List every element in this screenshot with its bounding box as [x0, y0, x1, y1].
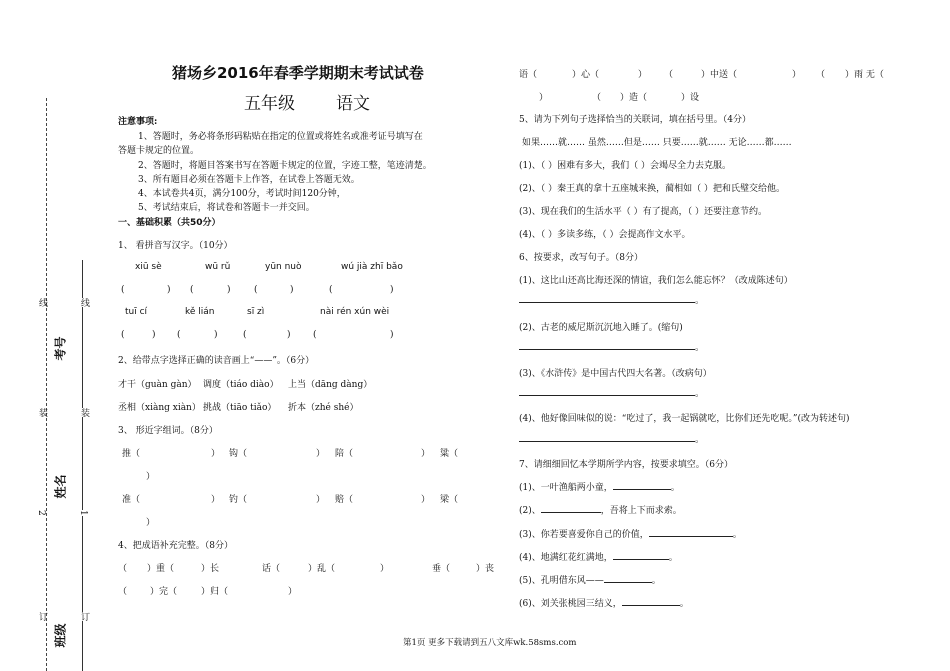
- q7-prefix: (4)、地满红花红满地，: [519, 553, 613, 563]
- word-blank[interactable]: ）: [211, 449, 221, 459]
- q7-suffix: ，吾将上下而求索。: [600, 506, 682, 516]
- binding-mark-zhuang-1: 装: [37, 408, 47, 417]
- q7-prefix: (5)、孔明借东风——: [519, 576, 604, 586]
- q7-prefix: (3)、你若要喜爱你自己的价值，: [519, 530, 649, 540]
- q5-item[interactable]: (3)、现在我们的生活水平（ ）有了提高，（ ）还要注意节约。: [519, 207, 767, 217]
- idiom-blank[interactable]: ）: [638, 70, 648, 80]
- pinyin: xiū sè: [135, 262, 162, 272]
- q7-prefix: (6)、刘关张桃园三结义，: [519, 599, 622, 609]
- idiom-blank[interactable]: ）归（: [201, 587, 229, 597]
- idiom-blank[interactable]: ）乱（: [308, 564, 336, 574]
- binding-mark-ding-2: 订: [79, 612, 89, 621]
- word-blank[interactable]: 钓（: [229, 495, 248, 505]
- pinyin: wū rǔ: [205, 262, 231, 272]
- q6-answer-line[interactable]: [519, 386, 704, 399]
- word-blank[interactable]: 粱（: [440, 449, 459, 459]
- idiom-blank[interactable]: （: [592, 93, 602, 103]
- fill-blank[interactable]: [622, 596, 680, 606]
- answer-paren[interactable]: ): [152, 330, 156, 340]
- q6-title: 6、按要求，改写句子。（8分）: [519, 253, 643, 263]
- idiom-blank[interactable]: （: [118, 587, 128, 597]
- binding-mark-xian-1: 线: [37, 298, 47, 307]
- exam-title: 猪场乡2016年春季学期期末考试试卷: [172, 64, 424, 82]
- reading-choice[interactable]: 调度（tiáo diào）: [203, 380, 279, 390]
- idiom-blank[interactable]: （: [664, 70, 674, 80]
- binding-mark-xian-2: 线: [79, 298, 89, 307]
- idiom-blank[interactable]: ）: [288, 587, 298, 597]
- pinyin: tuī cí: [125, 307, 148, 317]
- q6-answer-line[interactable]: [519, 432, 704, 445]
- fill-blank[interactable]: [649, 527, 733, 537]
- word-blank[interactable]: ）: [146, 472, 156, 482]
- q7-suffix: 。: [670, 483, 680, 493]
- answer-paren[interactable]: ): [214, 330, 218, 340]
- note-item: 3、所有题目必须在答题卡上作答，在试卷上答题无效。: [138, 175, 360, 185]
- note-item: 5、考试结束后，将试卷和答题卡一并交回。: [138, 203, 315, 213]
- q5-title: 5、请为下列句子选择恰当的关联词，填在括号里。（4分）: [519, 115, 751, 125]
- answer-paren[interactable]: (: [121, 285, 125, 295]
- note-item: 2、答题时，将题目答案书写在答题卡规定的位置，字迹工整，笔迹清楚。: [138, 161, 432, 171]
- page-footer: 第1页 更多下载请到五八文库wk.58sms.com: [403, 638, 577, 648]
- answer-paren[interactable]: (: [121, 330, 125, 340]
- q7-suffix: 。: [668, 553, 678, 563]
- grade-label: 五年级: [244, 94, 295, 114]
- reading-choice[interactable]: 上当（dāng dàng）: [288, 380, 373, 390]
- q3-title: 3、 形近字组词。（8分）: [118, 426, 218, 436]
- reading-choice[interactable]: 丞相（xiàng xiàn）: [118, 403, 201, 413]
- idiom-blank[interactable]: ）完（: [150, 587, 178, 597]
- q7-prefix: (2)、: [519, 506, 541, 516]
- q6-answer-line[interactable]: [519, 293, 704, 306]
- notes-heading: 注意事项:: [118, 117, 158, 127]
- q4-title: 4、把成语补充完整。（8分）: [118, 541, 233, 551]
- answer-paren[interactable]: (: [243, 330, 247, 340]
- class-label: 班级: [53, 623, 68, 648]
- period: 。: [695, 296, 705, 306]
- exam-no-label: 考号: [53, 336, 68, 361]
- pinyin: nài rén xún wèi: [320, 307, 390, 317]
- idiom-blank[interactable]: ）重（: [147, 564, 175, 574]
- note-item: 答题卡规定的位置。: [118, 146, 200, 156]
- answer-paren[interactable]: (: [254, 285, 258, 295]
- idiom-blank[interactable]: （: [816, 70, 826, 80]
- binding-solid-line: [82, 260, 83, 671]
- idiom-blank[interactable]: 垂（: [432, 564, 451, 574]
- idiom-blank[interactable]: ）造（: [620, 93, 648, 103]
- answer-paren[interactable]: (: [190, 285, 194, 295]
- fill-blank[interactable]: [613, 550, 669, 560]
- idiom-blank[interactable]: 语（: [519, 70, 538, 80]
- idiom-blank[interactable]: （: [118, 564, 128, 574]
- idiom-blank[interactable]: 话（: [262, 564, 281, 574]
- answer-paren[interactable]: ): [167, 285, 171, 295]
- q7-item: [519, 503, 682, 516]
- fill-blank[interactable]: [604, 573, 652, 583]
- idiom-blank[interactable]: ）: [380, 564, 390, 574]
- q7-item: [519, 596, 689, 609]
- word-blank[interactable]: ）: [316, 449, 326, 459]
- answer-paren[interactable]: (: [329, 285, 333, 295]
- idiom-blank[interactable]: ）中送（: [701, 70, 738, 80]
- q7-title: 7、请细细回忆本学期所学内容，按要求填空。（6分）: [519, 460, 733, 470]
- answer-paren[interactable]: ): [390, 285, 394, 295]
- q2-title: 2、给带点字选择正确的读音画上“——”。（6分）: [118, 356, 315, 366]
- binding-num-2: 2: [36, 510, 46, 516]
- q7-suffix: 。: [732, 530, 742, 540]
- word-blank[interactable]: ）: [316, 495, 326, 505]
- reading-choice[interactable]: 挑战（tiāo tiǎo）: [203, 403, 277, 413]
- word-blank[interactable]: ）: [421, 449, 431, 459]
- idiom-blank[interactable]: ）: [792, 70, 802, 80]
- binding-mark-ding-1: 订: [37, 612, 47, 621]
- binding-num-1: 1: [78, 510, 88, 516]
- idiom-blank[interactable]: ）雨 无（: [845, 70, 884, 80]
- pinyin: sī zì: [247, 307, 265, 317]
- word-blank[interactable]: ）: [421, 495, 431, 505]
- subject-label: 语文: [336, 94, 370, 114]
- idiom-blank[interactable]: ）: [539, 93, 549, 103]
- note-item: 1、答题时，务必将条形码粘贴在指定的位置或将姓名或准考证号填写在: [138, 132, 423, 142]
- idiom-blank[interactable]: ）长: [201, 564, 220, 574]
- idiom-blank[interactable]: ）丧: [476, 564, 495, 574]
- name-label: 姓名: [53, 474, 68, 499]
- reading-choice[interactable]: 才干（guàn gàn）: [118, 380, 197, 390]
- q6-item: (3)、《水浒传》是中国古代四大名著。（改病句）: [519, 369, 712, 379]
- q6-item: (2)、古老的威尼斯沉沉地入睡了。(缩句): [519, 323, 683, 333]
- q6-item: (1)、这比山还高比海还深的情谊，我们怎么能忘怀？（改成陈述句）: [519, 276, 793, 286]
- word-blank[interactable]: 推（: [122, 449, 141, 459]
- period: 。: [695, 389, 705, 399]
- note-item: 4、本试卷共4页，满分100分，考试时间120分钟，: [138, 189, 346, 199]
- q1-title: 1、 看拼音写汉字。（10分）: [118, 241, 233, 251]
- q6-item: (4)、他好像回味似的说：“吃过了，我一起锅就吃，比你们还先吃呢。”(改为转述句): [519, 414, 850, 424]
- period: 。: [695, 435, 705, 445]
- word-blank[interactable]: 准（: [122, 495, 141, 505]
- binding-dashed-line: [46, 98, 47, 671]
- word-blank[interactable]: 钩（: [229, 449, 248, 459]
- answer-paren[interactable]: ): [287, 330, 291, 340]
- q5-item[interactable]: (4)、（ ）多读多练，（ ）会提高作文水平。: [519, 230, 691, 240]
- pinyin: kě lián: [185, 307, 215, 317]
- word-blank[interactable]: 赔（: [335, 495, 354, 505]
- q7-item: [519, 527, 742, 540]
- answer-paren[interactable]: ): [390, 330, 394, 340]
- fill-blank[interactable]: [541, 503, 601, 513]
- word-blank[interactable]: 梁（: [440, 495, 459, 505]
- q7-suffix: 。: [651, 576, 661, 586]
- word-blank[interactable]: 陪（: [335, 449, 354, 459]
- pinyin: yūn nuò: [265, 262, 302, 272]
- q7-item: [519, 550, 678, 563]
- answer-paren[interactable]: (: [177, 330, 181, 340]
- q5-item[interactable]: (1)、（ ）困难有多大，我们（ ）会竭尽全力去克服。: [519, 161, 731, 171]
- idiom-blank[interactable]: ）设: [681, 93, 700, 103]
- section-basic-heading: 一、基础积累（共50分）: [118, 218, 221, 228]
- q6-answer-line[interactable]: [519, 340, 704, 353]
- answer-paren[interactable]: ): [227, 285, 231, 295]
- q7-suffix: 。: [679, 599, 689, 609]
- fill-blank[interactable]: [613, 480, 671, 490]
- pinyin: wú jià zhī bǎo: [341, 262, 403, 272]
- q7-prefix: (1)、一叶渔船两小童，: [519, 483, 613, 493]
- word-blank[interactable]: ）: [211, 495, 221, 505]
- q5-options: 如果……就…… 虽然……但是…… 只要……就…… 无论……都……: [522, 138, 792, 148]
- binding-mark-zhuang-2: 装: [79, 408, 89, 417]
- q7-item: [519, 573, 661, 586]
- period: 。: [695, 343, 705, 353]
- answer-paren[interactable]: (: [313, 330, 317, 340]
- q5-item[interactable]: (2)、（ ）秦王真的拿十五座城来换，蔺相如（ ）把和氏璧交给他。: [519, 184, 785, 194]
- word-blank[interactable]: ）: [146, 518, 156, 528]
- answer-paren[interactable]: ): [290, 285, 294, 295]
- idiom-blank[interactable]: ）心（: [572, 70, 600, 80]
- reading-choice[interactable]: 折本（zhé shé）: [288, 403, 359, 413]
- q7-item: [519, 480, 680, 493]
